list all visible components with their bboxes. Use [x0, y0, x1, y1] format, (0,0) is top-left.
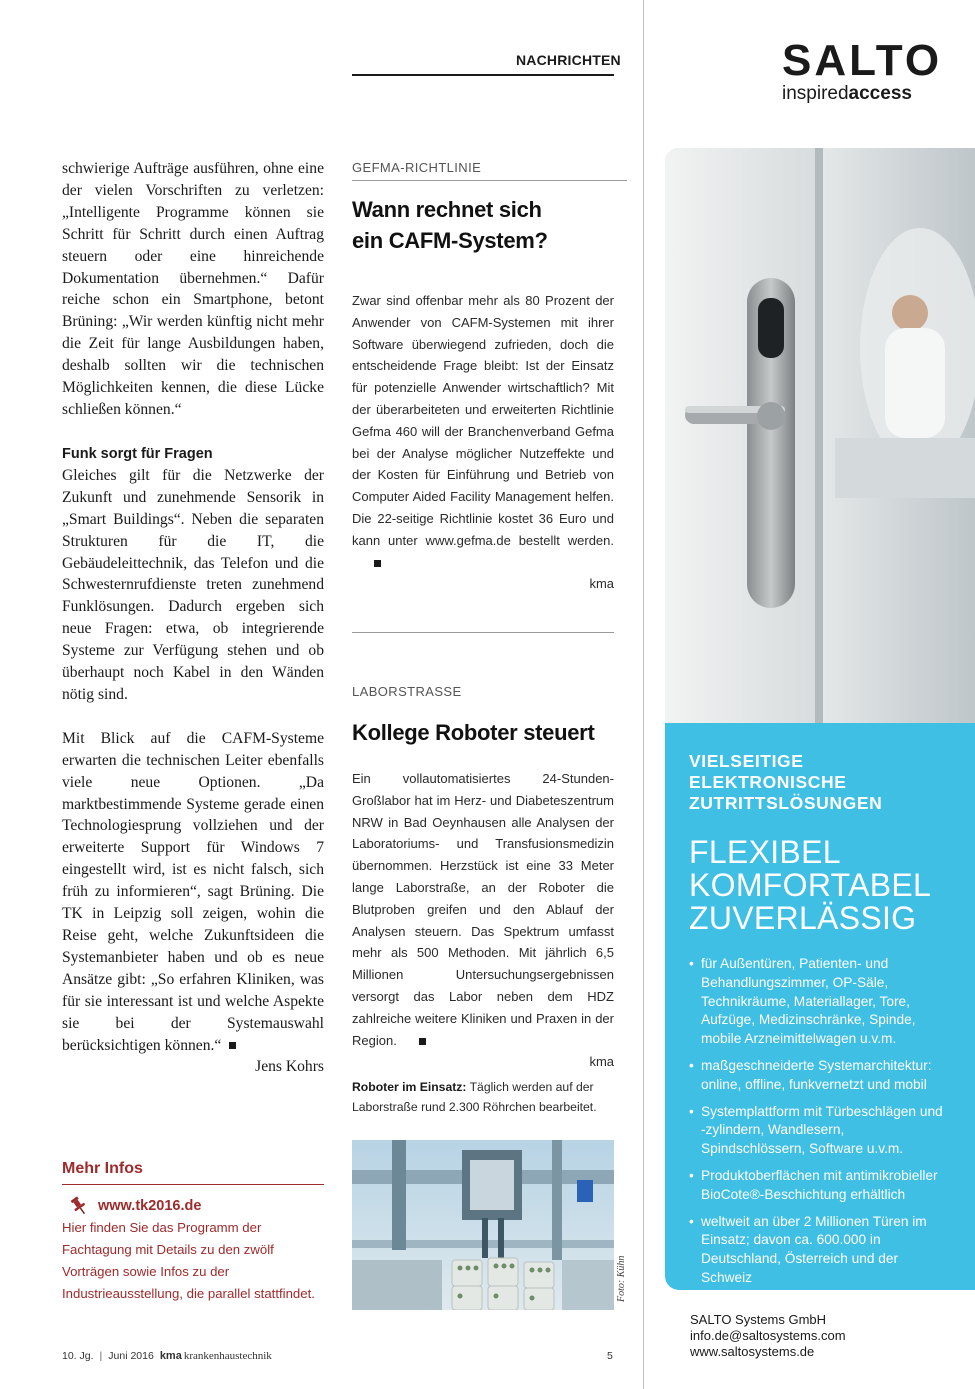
- contact-website[interactable]: www.saltosystems.de: [690, 1344, 815, 1359]
- infos-title: Mehr Infos: [62, 1160, 324, 1185]
- article2-kicker: LABORSTRASSE: [352, 684, 462, 699]
- article1-body: [352, 290, 614, 595]
- article1-text: Zwar sind offenbar mehr als 80 Prozent der Anwender von CAFM-Systemen mit ihrer Software überwiegend zufrieden, doch die entscheidende Frage bleibt: Ist der Einsatz für potenzielle Anwender wirtschaftlich? Mit der überarbeiteten und erweiterten Richtlinie Gefma 460 will der Branchenverband Gefma bei der Analyse möglicher Nutzeffekte und der Kosten für Einführung und Betrieb von Computer Aided Facility Management helfen. Die 22-seitige Richtlinie kostet 36 Euro und kann unter www.gefma.de bestellt werden.: [352, 293, 614, 548]
- left-article: [62, 158, 324, 1078]
- ad-bullet: • Produktoberflächen mit antimikrobieller BioCote®-Beschichtung erhältlich: [689, 1167, 951, 1205]
- ad-bullet: • für Außentüren, Patienten- und Behandlungszimmer, OP-Säle, Technikräume, Materiallager, Tore, Aufzüge, Medizinschränke, Spinde, mobile Arzneimittelwagen u.v.m.: [689, 955, 951, 1049]
- section-rule: [352, 74, 614, 76]
- article2-body: [352, 768, 614, 1073]
- photo-credit: Foto: Kühn: [616, 1255, 627, 1302]
- article-paragraph: schwierige Aufträge ausführen, ohne eine der vielen Vorschriften zu verletzen: „Intelligente Programme können sie Schritt für Schritt durch einen Auftrag steuern oder eine hinreichende Dokumentation übernehmen.“ Dafür reiche schon ein Smartphone, betont Brüning: „Wir werden künftig nicht mehr die Zeit für lange Ausbildungen haben, deshalb sollten wir die technischen Möglichkeiten kennen, die diese Lücke schließen können.“: [62, 160, 324, 418]
- footer-volume: 10. Jg.: [62, 1350, 94, 1362]
- infos-link-row[interactable]: [62, 1195, 324, 1217]
- salto-contact: [690, 1312, 846, 1360]
- ad-headline: FLEXIBEL KOMFORTABEL ZUVERLÄSSIG: [689, 834, 932, 936]
- end-mark-icon: [374, 560, 381, 567]
- footer-publication: krankenhaustechnik: [183, 1350, 272, 1362]
- more-infos-box: [62, 1160, 324, 1305]
- infos-text: Hier finden Sie das Programm der Fachtagung mit Details zu den zwölf Vorträgen sowie Infos zu der Industrieausstellung, die parallel stattfindet.: [62, 1220, 315, 1301]
- ad-blue-panel: [665, 723, 975, 1290]
- page-number: 5: [607, 1350, 613, 1362]
- article1-kicker: GEFMA-RICHTLINIE: [352, 160, 627, 181]
- article2-text: Ein vollautomatisiertes 24-Stunden-Großlabor hat im Herz- und Diabeteszentrum NRW in Bad Oeynhausen alle Analysen der Laboratoriums- und Transfusionsmedizin übernommen. Herzstück ist eine 33 Meter lange Laborstraße, an der Roboter die Blutproben greifen und den Ablauf der Analysen steuern. Das Spektrum umfasst mehr als 500 Methoden. Mit jährlich 6,5 Millionen Untersuchungsergebnissen versorgt das Labor neben dem HDZ zahlreiche weitere Kliniken und Praxen in der Region.: [352, 771, 614, 1048]
- infos-link[interactable]: www.tk2016.de: [98, 1198, 202, 1214]
- salto-logo: [782, 38, 942, 104]
- caption-text: Täglich werden auf der Laborstraße rund 2.300 Röhrchen bearbeitet.: [352, 1080, 597, 1114]
- contact-email[interactable]: info.de@saltosystems.com: [690, 1328, 846, 1343]
- page-footer: 10. Jg. | Juni 2016 kma krankenhaustechnik: [62, 1350, 272, 1362]
- article-paragraph: Gleiches gilt für die Netzwerke der Zukunft und zunehmende Sensorik in „Smart Buildings“. Neben die separaten Strukturen für die IT, die Gebäudeleittechnik, das Telefon und die Schwesternrufdienste treten zunehmend Funklösungen. Dadurch ergeben sich neue Fragen: etwa, ob integrierende Systeme zur Verfügung stehen und ob überhaupt noch Kabel in den Wänden nötig sind.: [62, 466, 324, 703]
- article-subheading: Funk sorgt für Fragen: [62, 445, 213, 462]
- contact-company: SALTO Systems GmbH: [690, 1312, 827, 1327]
- article-paragraph: [62, 728, 324, 1057]
- section-label: NACHRICHTEN: [516, 52, 621, 68]
- lab-robot-illustration: [352, 1140, 614, 1310]
- ad-bullet: • Systemplattform mit Türbeschlägen und -zylindern, Wandlesern, Spindschlössern, Software u.v.m.: [689, 1103, 951, 1159]
- lab-robot-photo: [352, 1140, 614, 1310]
- salto-tagline: inspiredaccess: [782, 83, 912, 104]
- end-mark-icon: [229, 1042, 236, 1049]
- ad-subheading: VIELSEITIGE ELEKTRONISCHE ZUTRITTSLÖSUNGEN: [689, 751, 883, 813]
- ad-bullet-list: [689, 955, 951, 1288]
- pushpin-icon: [68, 1195, 90, 1217]
- door-handle-illustration: [665, 148, 975, 723]
- article-divider: [352, 632, 614, 633]
- article2-headline: Kollege Roboter steuert: [352, 720, 595, 745]
- article-author: Jens Kohrs: [255, 1058, 324, 1076]
- headline-line: ein CAFM-System?: [352, 228, 548, 253]
- salto-wordmark: SALTO: [782, 36, 943, 85]
- article2-signature: kma: [589, 1054, 614, 1070]
- article1-headline: [352, 194, 622, 256]
- headline-line: Wann rechnet sich: [352, 197, 542, 222]
- column-divider: [643, 0, 644, 1389]
- door-handle-photo: [665, 148, 975, 723]
- article-paragraph-text: Mit Blick auf die CAFM-Systeme erwarten die technischen Leiter ebenfalls viele neue Optionen. „Da marktbestimmende Systeme gerade einen Technologiesprung vollziehen und der erweiterte Support für Windows 7 eingestellt wird, ist es nicht falsch, sich früh zu informieren“, sagt Brüning. Die TK in Leipzig soll zeigen, wohin die Reise geht, welche Zukunftsideen die Systemanbieter haben und ob es neue Ansätze gibt: „So erfahren Kliniken, was für sie interessant ist und welche Aspekte sie bei der Systemauswahl berücksichtigen können.“: [62, 729, 324, 1054]
- footer-date: Juni 2016: [108, 1350, 154, 1362]
- photo-caption: [352, 1077, 614, 1117]
- ad-bullet: • maßgeschneiderte Systemarchitektur: online, offline, funkvernetzt und mobil: [689, 1057, 951, 1095]
- footer-brand: kma: [159, 1350, 182, 1362]
- article1-signature: kma: [589, 576, 614, 592]
- caption-bold: Roboter im Einsatz:: [352, 1080, 467, 1094]
- end-mark-icon: [419, 1038, 426, 1045]
- ad-bullet: • weltweit an über 2 Millionen Türen im Einsatz; davon ca. 600.000 in Deutschland, Österreich und der Schweiz: [689, 1213, 951, 1288]
